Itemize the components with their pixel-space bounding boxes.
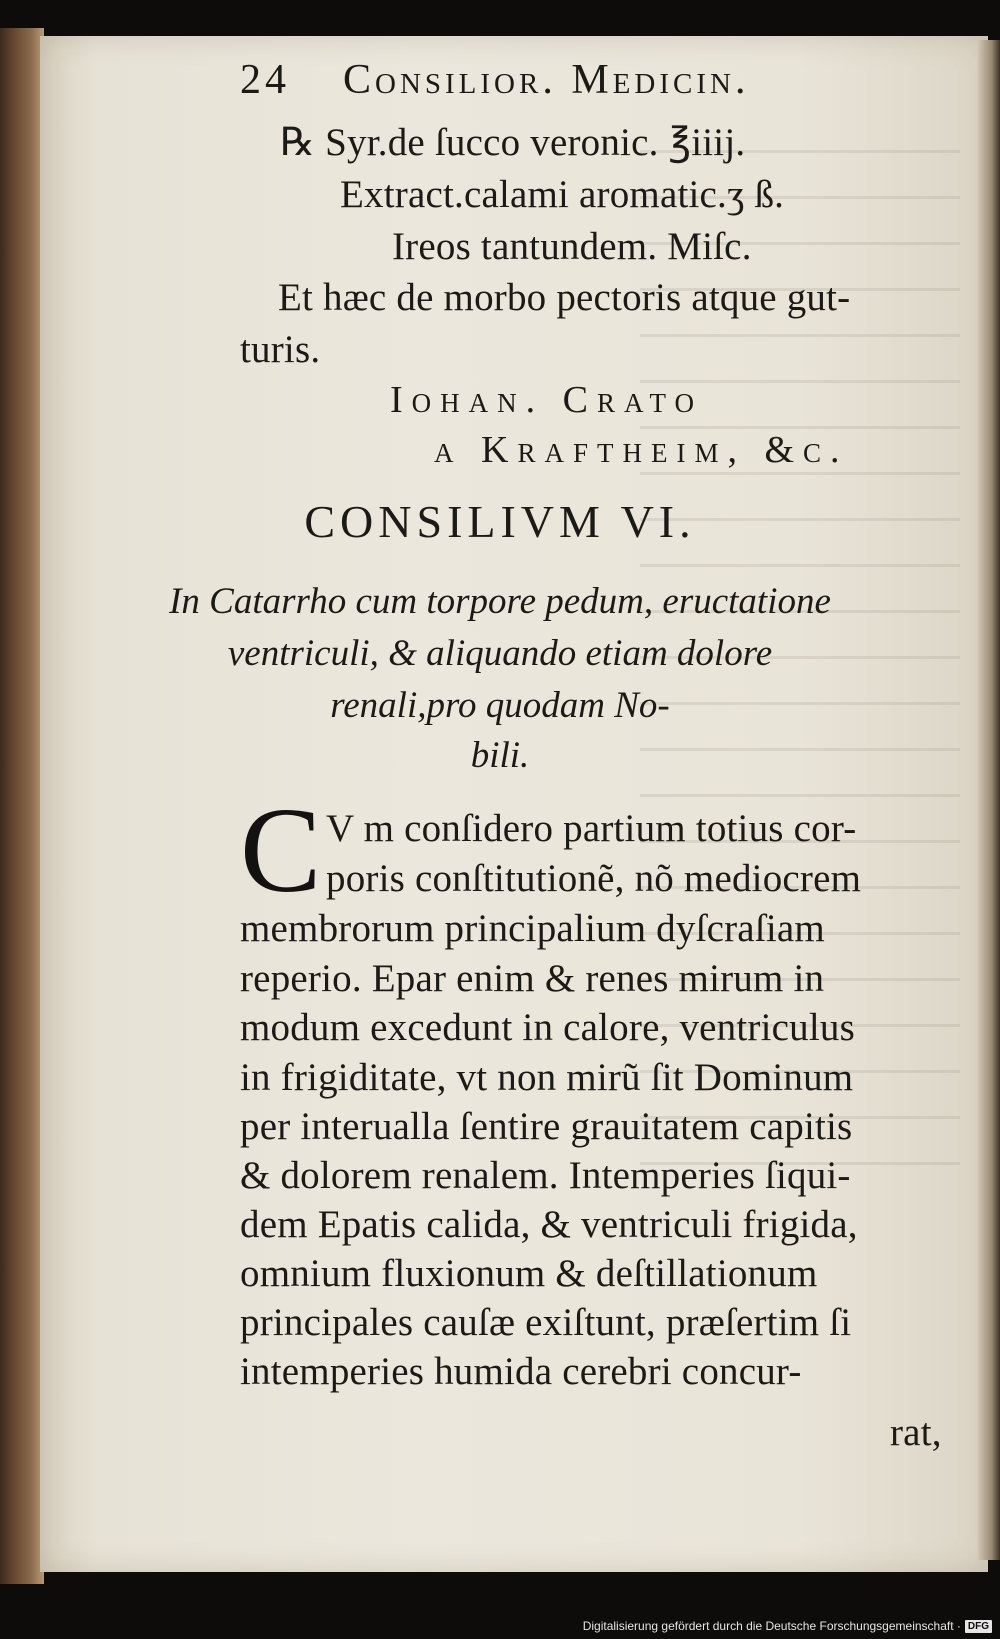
subtitle-line-4: bili. [470, 735, 530, 776]
signature-line-1: Iohan. Crato [390, 379, 704, 421]
page-number: 24 [240, 57, 290, 103]
body-line-2: poris conſtitutionẽ, nõ mediocrem [326, 857, 862, 900]
body-line-11: principales cauſæ exiſtunt, præſertim ſi [240, 1301, 852, 1344]
running-head [240, 56, 749, 104]
dfg-logo-icon: DFG [965, 1620, 992, 1633]
body-line-8: & dolorem renalem. Intemperies ſiqui- [240, 1154, 851, 1197]
running-head-title: Consilior. Medicin. [343, 57, 750, 103]
subtitle-line-1: In Catarrho cum torpore pedum, eructatione [169, 581, 831, 622]
body-line-6: in frigiditate, vt non mirũ ſit Dominum [240, 1056, 854, 1099]
body-line-10: omnium fluxionum & deſtillationum [240, 1252, 818, 1295]
body-line-3: membrorum principalium dyſcraſiam [240, 907, 825, 950]
credit-text: Digitalisierung gefördert durch die Deutsche Forschungsgemeinschaft · [582, 1619, 961, 1633]
prescription-line-2: Extract.calami aromatic.ʒ ß. [340, 173, 785, 216]
page-edge [978, 40, 1000, 1560]
subtitle-line-3: renali,pro quodam No- [330, 685, 670, 726]
body-line-5: modum excedunt in calore, ventriculus [240, 1006, 855, 1049]
subtitle-line-2: ventriculi, & aliquando etiam dolore [227, 633, 773, 674]
book-spine [0, 28, 44, 1584]
body-line-9: dem Epatis calida, & ventriculi frigida, [240, 1203, 858, 1246]
body-line-1: V m conſidero partium totius cor- [326, 807, 857, 850]
closing-line-2: turis. [240, 328, 321, 371]
body-line-7: per interualla ſentire grauitatem capitis [240, 1105, 853, 1148]
signature-line-2: a Kraftheim, &c. [434, 429, 849, 471]
body-line-4: reperio. Epar enim & renes mirum in [240, 957, 825, 1000]
closing-line-1: Et hæc de morbo pectoris atque gut- [278, 276, 851, 319]
consilium-title: CONSILIVM VI. [304, 496, 696, 547]
prescription-line-1: ℞ Syr.de ſucco veronic. ℥iiij. [280, 121, 746, 164]
prescription-line-3: Ireos tantundem. Miſc. [392, 225, 752, 268]
drop-cap: C [240, 783, 322, 918]
catchword: rat, [890, 1411, 942, 1454]
digitization-credit [583, 1619, 992, 1633]
body-line-12: intemperies humida cerebri concur- [240, 1350, 802, 1393]
